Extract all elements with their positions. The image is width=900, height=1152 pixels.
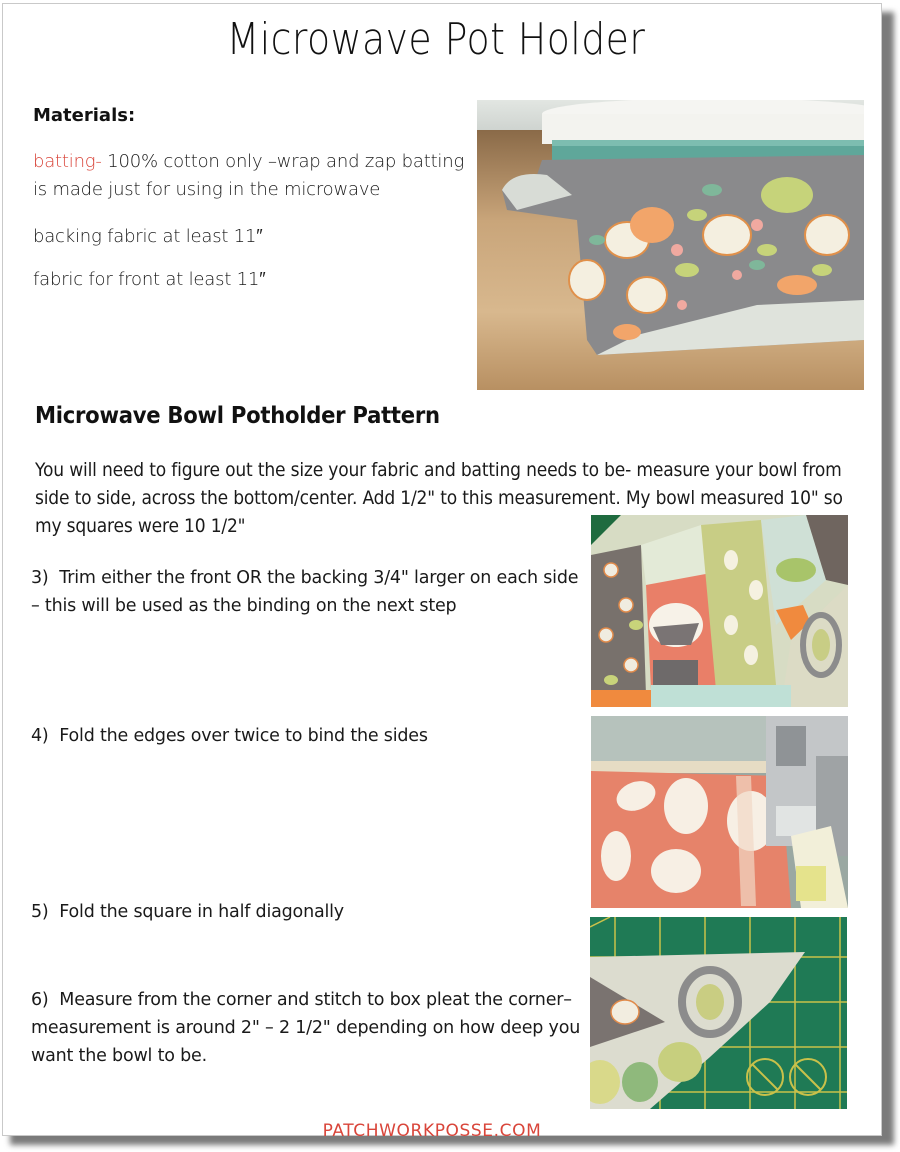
step-6	[31, 986, 591, 1070]
pattern-heading: Microwave Bowl Potholder Pattern	[35, 403, 440, 429]
materials-item-front-fabric: fabric for front at least 11″	[33, 269, 266, 290]
step-number: 6)	[31, 990, 49, 1010]
step-4	[31, 722, 428, 750]
document-page	[2, 3, 882, 1141]
pattern-intro: You will need to figure out the size your fabric and batting needs to be- measure your bowl from side to side, across the bottom/center. Add 1/2" to this measurement. My bowl measured 10" so my squares were 10 1/2"	[35, 459, 843, 537]
step-number: 3)	[31, 568, 49, 588]
materials-item-backing: backing fabric at least 11″	[33, 226, 263, 247]
patchwork-square-photo	[591, 515, 848, 707]
page-title: Microwave Pot Holder	[226, 14, 646, 65]
site-footer-link[interactable]: PATCHWORKPOSSE.COM	[322, 1121, 542, 1141]
folded-diagonal-photo	[590, 917, 847, 1109]
step-text: Fold the square in half diagonally	[59, 902, 344, 922]
step-text: Measure from the corner and stitch to box pleat the corner– measurement is around 2" – 2 1/2" depending on how deep you want the bowl to be.	[31, 990, 581, 1066]
batting-label: batting-	[33, 151, 102, 172]
sewing-binding-photo	[591, 716, 848, 908]
step-number: 5)	[31, 902, 49, 922]
step-number: 4)	[31, 726, 49, 746]
step-3	[31, 564, 591, 620]
step-text: Trim either the front OR the backing 3/4" larger on each side – this will be used as the binding on the next step	[31, 568, 579, 616]
materials-item-batting	[33, 148, 473, 204]
step-text: Fold the edges over twice to bind the sides	[59, 726, 428, 746]
batting-description: 100% cotton only –wrap and zap batting is made just for using in the microwave	[33, 151, 465, 200]
materials-heading: Materials:	[33, 105, 136, 126]
finished-bowl-photo	[477, 100, 864, 390]
step-5	[31, 898, 344, 926]
